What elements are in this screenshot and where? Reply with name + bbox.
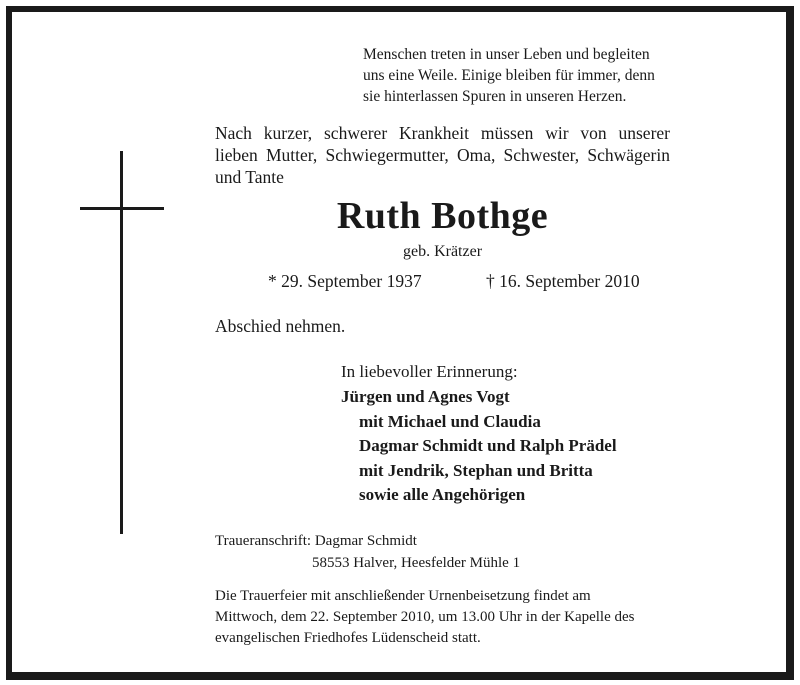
ceremony-line: Die Trauerfeier mit anschließender Urnenbeisetzung findet am (215, 588, 591, 604)
mourner-line: mit Michael und Claudia (359, 411, 541, 431)
quote-line: uns eine Weile. Einige bleiben für immer, denn (363, 67, 655, 84)
farewell-text: Abschied nehmen. (215, 316, 346, 336)
birth-date: * 29. September 1937 (268, 271, 422, 291)
quote-line: sie hinterlassen Spuren in unseren Herzen. (363, 88, 627, 105)
maiden-name: geb. Krätzer (402, 243, 483, 260)
obituary-frame (6, 6, 794, 680)
mourner-line: mit Jendrik, Stephan und Britta (359, 460, 593, 480)
address-line: Traueranschrift: Dagmar Schmidt (215, 533, 417, 549)
cross-icon-bar (80, 207, 164, 210)
memory-heading: In liebevoller Erinnerung: (341, 362, 518, 381)
mourner-line: sowie alle Angehörigen (359, 485, 526, 504)
ceremony-line: evangelischen Friedhofes Lüdenscheid statt. (215, 630, 481, 646)
ceremony-line: Mittwoch, dem 22. September 2010, um 13.00 Uhr in der Kapelle des (215, 609, 635, 625)
intro-line: lieben Mutter, Schwiegermutter, Oma, Schwester, Schwägerin (215, 145, 670, 165)
intro-text (215, 122, 670, 188)
quote-text (363, 44, 655, 107)
death-date: † 16. September 2010 (486, 271, 640, 291)
mourning-address (215, 530, 520, 574)
address-line: 58553 Halver, Heesfelder Mühle 1 (312, 555, 521, 571)
deceased-name: Ruth Bothge (336, 195, 549, 237)
mourners-list (341, 385, 617, 508)
mourner-line: Jürgen und Agnes Vogt (341, 387, 510, 406)
ceremony-info (215, 586, 635, 649)
intro-line: und Tante (215, 167, 284, 187)
intro-line: Nach kurzer, schwerer Krankheit müssen wir von unserer (215, 123, 670, 143)
quote-line: Menschen treten in unser Leben und begleiten (363, 46, 650, 63)
mourner-line: Dagmar Schmidt und Ralph Prädel (359, 436, 617, 455)
